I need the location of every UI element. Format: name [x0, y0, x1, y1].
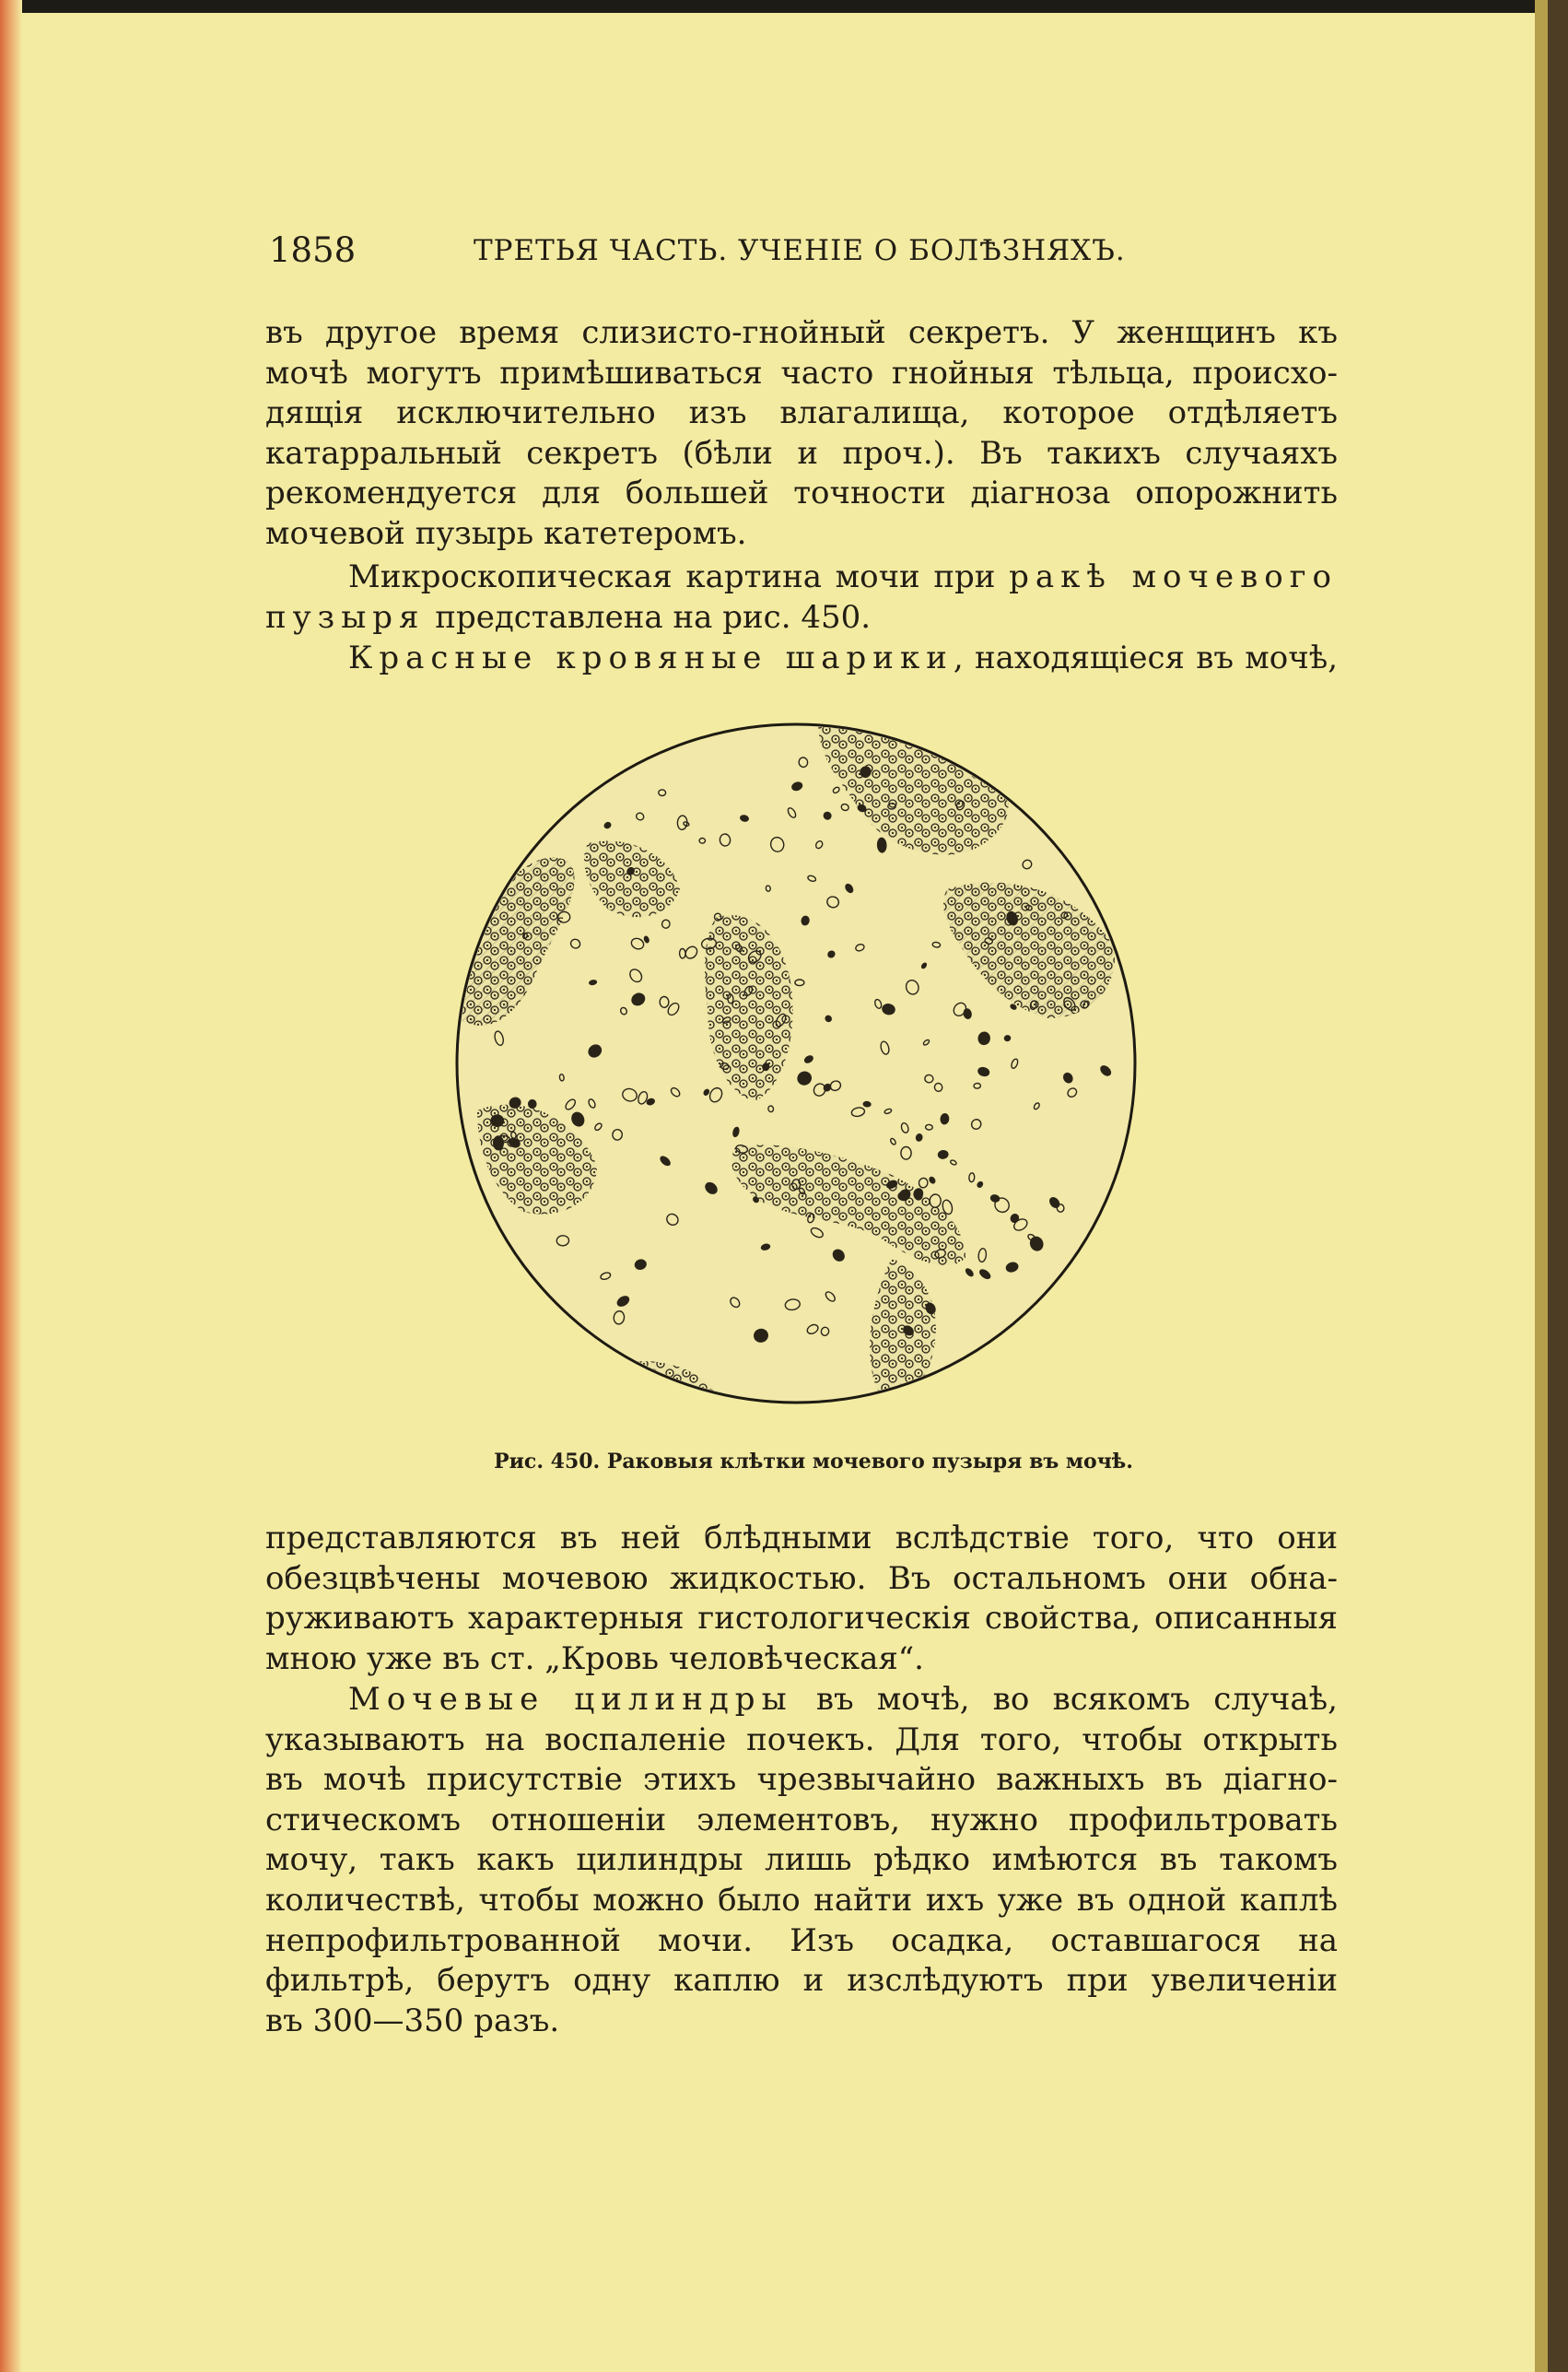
text-line: въ другое время слизисто-гнойный секретъ. У женщинъ къ	[265, 314, 1338, 351]
spaced-term: Красные кровяные шарики	[348, 640, 954, 676]
text-line: рекомендуется для большей точности діагноза опорожнить	[265, 475, 1338, 512]
paragraph-5	[265, 1680, 1338, 2041]
page-right-edge	[1535, 0, 1548, 2372]
text-line: въ мочѣ присутствіе этихъ чрезвычайно важныхъ въ діагно-	[265, 1761, 1338, 1799]
blood-cell	[528, 1099, 536, 1108]
paragraph-1	[265, 313, 1338, 555]
page-number: 1858	[269, 230, 357, 270]
paragraph-3	[265, 639, 1338, 679]
paragraph-4	[265, 1519, 1338, 1679]
spaced-term: Мочевые цилиндры	[348, 1681, 793, 1718]
blood-cell	[1004, 1035, 1012, 1041]
figure-caption: Рис. 450. Раковыя клѣтки мочевого пузыря въ мочѣ.	[494, 1450, 1133, 1474]
text-line: непрофильтрованной мочи. Изъ осадка, оставшагося на	[265, 1921, 1338, 1959]
text-line: мочу, такъ какъ цилиндры лишь рѣдко имѣются въ такомъ	[265, 1841, 1338, 1879]
text-line	[265, 558, 1338, 598]
text-run: , находящіеся въ мочѣ,	[953, 640, 1339, 676]
text-run: представлена на рис. 450.	[425, 598, 872, 636]
text-line: количествѣ, чтобы можно было найти ихъ уже въ одной каплѣ	[265, 1881, 1338, 1919]
running-title: ТРЕТЬЯ ЧАСТЬ. УЧЕНІЕ О БОЛѢЗНЯХЪ.	[474, 234, 1126, 267]
microscope-figure	[450, 705, 1142, 1419]
scan-top-edge	[0, 0, 1568, 13]
blood-cell	[863, 1101, 871, 1107]
blood-cell	[490, 1114, 504, 1127]
text-line: обезцвѣчены мочевою жидкостью. Въ остальномъ они обна-	[265, 1559, 1338, 1597]
page-left-edge	[0, 0, 22, 2372]
text-line: дящія исключительно изъ влагалища, которое отдѣляетъ	[265, 394, 1338, 432]
scan-right-edge	[1548, 0, 1568, 2372]
blood-cell	[877, 838, 886, 852]
text-line: фильтрѣ, берутъ одну каплю и изслѣдуютъ при увеличеніи	[265, 1962, 1338, 2000]
text-line: мною уже въ ст. „Кровь человѣческая“.	[265, 1639, 924, 1677]
text-run: Микроскопическая картина мочи при	[348, 558, 1010, 595]
text-line: руживаютъ характерныя гистологическія свойства, описанныя	[265, 1600, 1338, 1638]
spaced-term: ракѣ мочевого	[1009, 558, 1338, 595]
text-line	[265, 598, 1338, 639]
text-line: въ 300—350 разъ.	[265, 2002, 560, 2039]
text-line: представляются въ ней блѣдными вслѣдствіе того, что они	[265, 1520, 1338, 1556]
blood-cell	[941, 1113, 949, 1124]
page-header	[269, 230, 1338, 276]
text-line: стическомъ отношеніи элементовъ, нужно профильтровать	[265, 1801, 1338, 1838]
text-line	[265, 639, 1338, 679]
text-line	[265, 1680, 1338, 1720]
text-line: указываютъ на воспаленіе почекъ. Для того, чтобы открыть	[265, 1720, 1338, 1758]
text-line: мочевой пузырь катетеромъ.	[265, 514, 747, 552]
text-line: мочѣ могутъ примѣшиваться часто гнойныя тѣльца, происхо-	[265, 354, 1338, 392]
paragraph-2	[265, 558, 1338, 638]
spaced-term: пузыря	[265, 598, 426, 636]
text-line: катарральный секретъ (бѣли и проч.). Въ такихъ случаяхъ	[265, 434, 1338, 472]
blood-cell	[589, 980, 596, 985]
text-run: въ мочѣ, во всякомъ случаѣ,	[792, 1681, 1338, 1718]
blood-cell	[938, 1150, 948, 1159]
microscopic-field-illustration	[450, 705, 1142, 1419]
